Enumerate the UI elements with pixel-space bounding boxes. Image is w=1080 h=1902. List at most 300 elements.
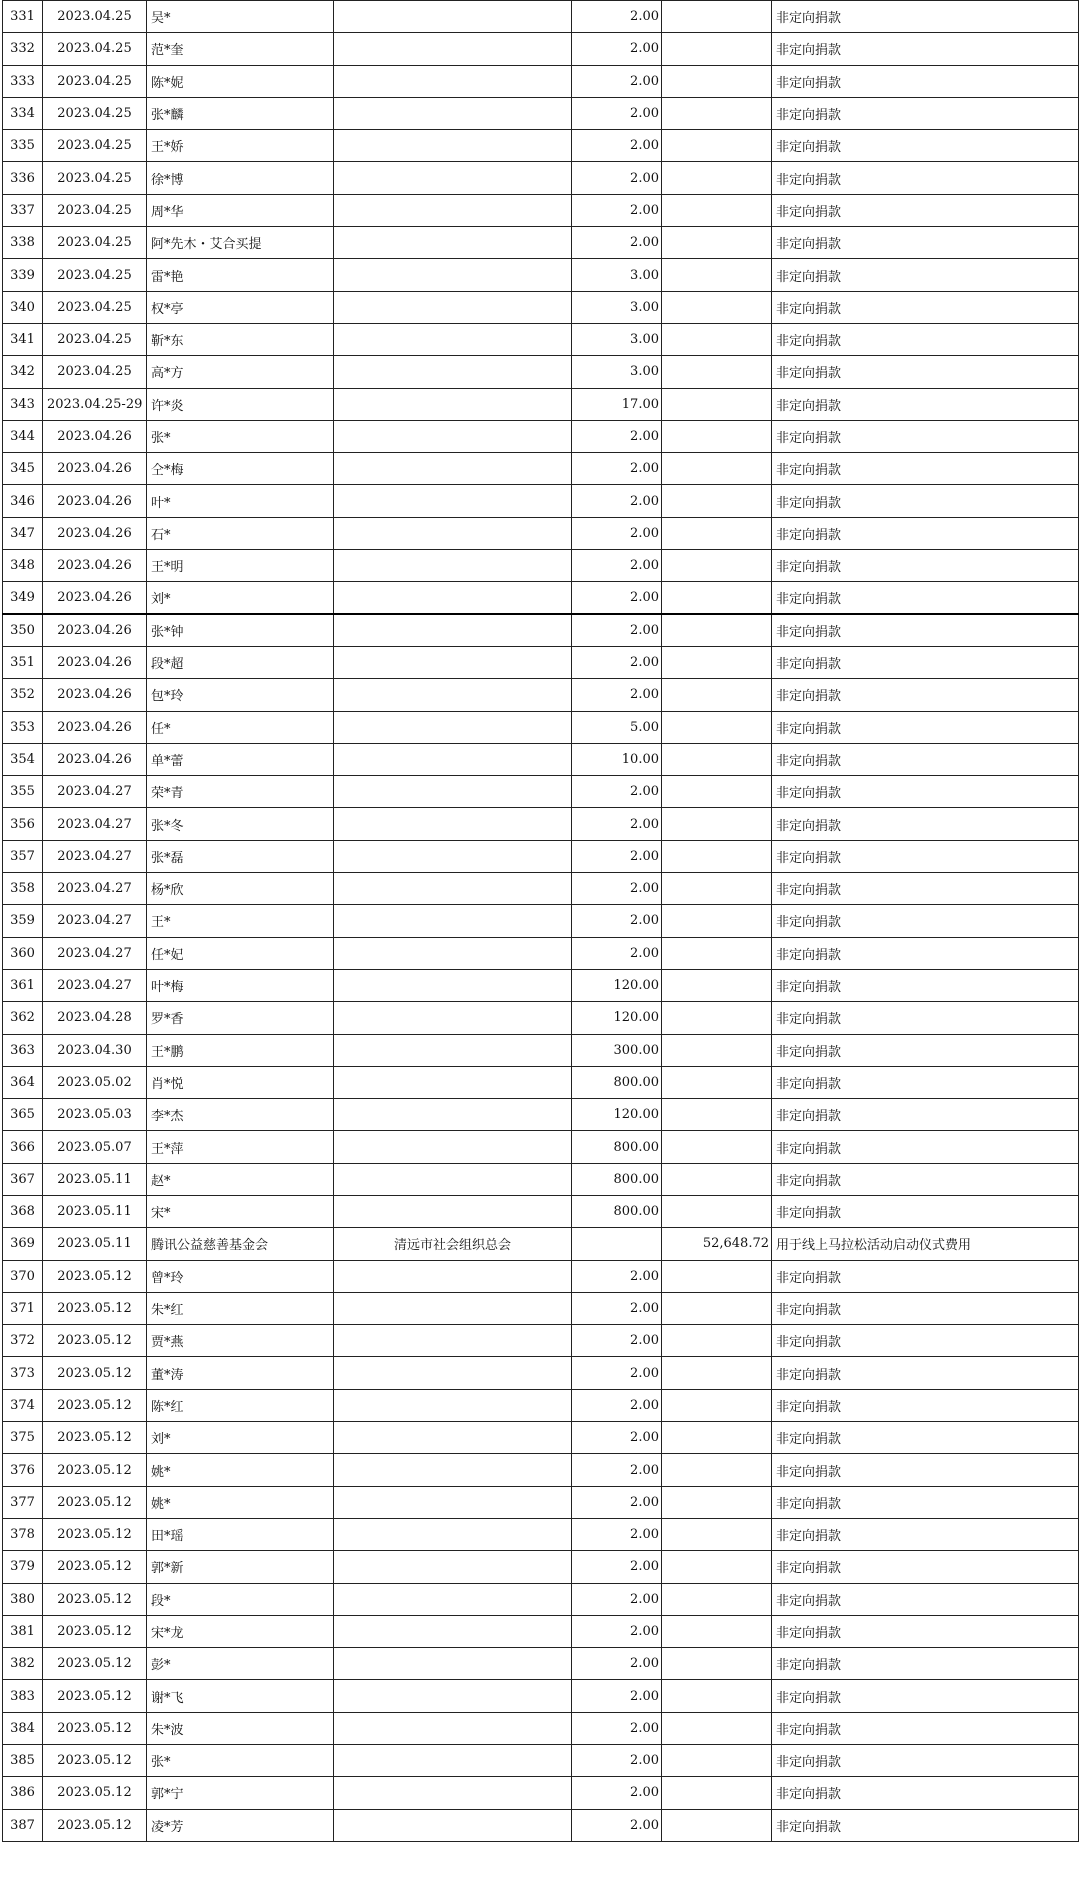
recipient-name bbox=[334, 614, 572, 646]
donor-name: 姚* bbox=[147, 1454, 334, 1486]
purpose: 非定向捐款 bbox=[772, 517, 1079, 549]
amount-secondary bbox=[662, 323, 772, 355]
amount: 2.00 bbox=[572, 1292, 662, 1324]
amount-secondary bbox=[662, 873, 772, 905]
amount-secondary: 52,648.72 bbox=[662, 1228, 772, 1260]
amount-secondary bbox=[662, 969, 772, 1001]
row-number: 381 bbox=[3, 1615, 43, 1647]
donation-date: 2023.05.11 bbox=[43, 1163, 147, 1195]
purpose: 非定向捐款 bbox=[772, 1809, 1079, 1841]
amount-secondary bbox=[662, 485, 772, 517]
amount: 2.00 bbox=[572, 130, 662, 162]
table-row bbox=[3, 614, 1079, 646]
amount: 2.00 bbox=[572, 1551, 662, 1583]
table-row bbox=[3, 1002, 1079, 1034]
table-row bbox=[3, 1518, 1079, 1550]
amount-secondary bbox=[662, 614, 772, 646]
recipient-name bbox=[334, 1325, 572, 1357]
table-row bbox=[3, 1583, 1079, 1615]
row-number: 368 bbox=[3, 1195, 43, 1227]
amount-secondary bbox=[662, 679, 772, 711]
table-row bbox=[3, 905, 1079, 937]
donor-name: 王* bbox=[147, 905, 334, 937]
row-number: 356 bbox=[3, 808, 43, 840]
donor-name: 张* bbox=[147, 1745, 334, 1777]
row-number: 348 bbox=[3, 550, 43, 582]
donation-date: 2023.05.12 bbox=[43, 1583, 147, 1615]
amount-secondary bbox=[662, 1389, 772, 1421]
donor-name: 王*明 bbox=[147, 550, 334, 582]
table-row bbox=[3, 1099, 1079, 1131]
amount: 2.00 bbox=[572, 1648, 662, 1680]
amount-secondary bbox=[662, 711, 772, 743]
table-row bbox=[3, 1163, 1079, 1195]
amount-secondary bbox=[662, 1518, 772, 1550]
donor-name: 张*磊 bbox=[147, 840, 334, 872]
donation-date: 2023.04.27 bbox=[43, 776, 147, 808]
recipient-name bbox=[334, 65, 572, 97]
amount-secondary bbox=[662, 1260, 772, 1292]
amount: 2.00 bbox=[572, 614, 662, 646]
amount-secondary bbox=[662, 1422, 772, 1454]
recipient-name bbox=[334, 33, 572, 65]
purpose: 非定向捐款 bbox=[772, 1648, 1079, 1680]
recipient-name bbox=[334, 905, 572, 937]
recipient-name bbox=[334, 1260, 572, 1292]
donation-date: 2023.05.12 bbox=[43, 1422, 147, 1454]
amount: 2.00 bbox=[572, 33, 662, 65]
recipient-name bbox=[334, 1292, 572, 1324]
donation-date: 2023.04.26 bbox=[43, 614, 147, 646]
donor-name: 靳*东 bbox=[147, 323, 334, 355]
row-number: 363 bbox=[3, 1034, 43, 1066]
donation-date: 2023.04.26 bbox=[43, 550, 147, 582]
row-number: 331 bbox=[3, 1, 43, 33]
donation-date: 2023.04.25 bbox=[43, 162, 147, 194]
table-row bbox=[3, 259, 1079, 291]
recipient-name bbox=[334, 1648, 572, 1680]
amount-secondary bbox=[662, 1325, 772, 1357]
recipient-name bbox=[334, 1357, 572, 1389]
recipient-name bbox=[334, 1745, 572, 1777]
recipient-name bbox=[334, 1131, 572, 1163]
amount-secondary bbox=[662, 937, 772, 969]
recipient-name bbox=[334, 1809, 572, 1841]
amount: 3.00 bbox=[572, 323, 662, 355]
row-number: 364 bbox=[3, 1066, 43, 1098]
donation-date: 2023.04.26 bbox=[43, 582, 147, 614]
table-row bbox=[3, 65, 1079, 97]
recipient-name bbox=[334, 1163, 572, 1195]
recipient-name bbox=[334, 1486, 572, 1518]
amount: 2.00 bbox=[572, 873, 662, 905]
amount-secondary bbox=[662, 1583, 772, 1615]
row-number: 365 bbox=[3, 1099, 43, 1131]
amount-secondary bbox=[662, 291, 772, 323]
purpose: 非定向捐款 bbox=[772, 1615, 1079, 1647]
donation-date: 2023.04.26 bbox=[43, 517, 147, 549]
donor-name: 张* bbox=[147, 420, 334, 452]
amount-secondary bbox=[662, 1745, 772, 1777]
table-row bbox=[3, 194, 1079, 226]
table-row bbox=[3, 1389, 1079, 1421]
purpose: 非定向捐款 bbox=[772, 646, 1079, 678]
row-number: 347 bbox=[3, 517, 43, 549]
recipient-name bbox=[334, 420, 572, 452]
row-number: 344 bbox=[3, 420, 43, 452]
donor-name: 腾讯公益慈善基金会 bbox=[147, 1228, 334, 1260]
donor-name: 刘* bbox=[147, 1422, 334, 1454]
row-number: 384 bbox=[3, 1712, 43, 1744]
recipient-name bbox=[334, 485, 572, 517]
row-number: 336 bbox=[3, 162, 43, 194]
purpose: 非定向捐款 bbox=[772, 1680, 1079, 1712]
row-number: 370 bbox=[3, 1260, 43, 1292]
amount: 2.00 bbox=[572, 1518, 662, 1550]
amount: 2.00 bbox=[572, 194, 662, 226]
recipient-name bbox=[334, 1422, 572, 1454]
row-number: 373 bbox=[3, 1357, 43, 1389]
amount: 2.00 bbox=[572, 1422, 662, 1454]
donation-date: 2023.04.26 bbox=[43, 646, 147, 678]
purpose: 非定向捐款 bbox=[772, 1777, 1079, 1809]
donation-date: 2023.04.25 bbox=[43, 323, 147, 355]
donor-name: 王*鹏 bbox=[147, 1034, 334, 1066]
amount: 2.00 bbox=[572, 420, 662, 452]
table-row bbox=[3, 1131, 1079, 1163]
table-row bbox=[3, 1357, 1079, 1389]
table-row bbox=[3, 1325, 1079, 1357]
purpose: 非定向捐款 bbox=[772, 356, 1079, 388]
amount-secondary bbox=[662, 1163, 772, 1195]
donation-date: 2023.05.12 bbox=[43, 1809, 147, 1841]
amount-secondary bbox=[662, 33, 772, 65]
amount-secondary bbox=[662, 550, 772, 582]
amount-secondary bbox=[662, 517, 772, 549]
recipient-name bbox=[334, 969, 572, 1001]
purpose: 非定向捐款 bbox=[772, 808, 1079, 840]
purpose: 非定向捐款 bbox=[772, 873, 1079, 905]
donation-date: 2023.04.27 bbox=[43, 840, 147, 872]
amount: 2.00 bbox=[572, 1745, 662, 1777]
donor-name: 宋*龙 bbox=[147, 1615, 334, 1647]
table-row bbox=[3, 388, 1079, 420]
row-number: 352 bbox=[3, 679, 43, 711]
amount-secondary bbox=[662, 646, 772, 678]
donation-date: 2023.04.27 bbox=[43, 873, 147, 905]
amount-secondary bbox=[662, 194, 772, 226]
purpose: 非定向捐款 bbox=[772, 743, 1079, 775]
amount: 2.00 bbox=[572, 227, 662, 259]
table-row bbox=[3, 937, 1079, 969]
donation-date: 2023.04.25 bbox=[43, 356, 147, 388]
row-number: 361 bbox=[3, 969, 43, 1001]
recipient-name bbox=[334, 711, 572, 743]
purpose: 非定向捐款 bbox=[772, 969, 1079, 1001]
donation-date: 2023.04.27 bbox=[43, 905, 147, 937]
recipient-name bbox=[334, 130, 572, 162]
donation-date: 2023.04.26 bbox=[43, 485, 147, 517]
donor-name: 张*钟 bbox=[147, 614, 334, 646]
table-row bbox=[3, 679, 1079, 711]
amount-secondary bbox=[662, 1292, 772, 1324]
row-number: 355 bbox=[3, 776, 43, 808]
amount-secondary bbox=[662, 130, 772, 162]
amount: 3.00 bbox=[572, 291, 662, 323]
table-row bbox=[3, 1712, 1079, 1744]
donation-date: 2023.04.25 bbox=[43, 1, 147, 33]
amount: 2.00 bbox=[572, 1583, 662, 1615]
table-row bbox=[3, 969, 1079, 1001]
donor-name: 陈*妮 bbox=[147, 65, 334, 97]
donation-date: 2023.05.12 bbox=[43, 1260, 147, 1292]
row-number: 366 bbox=[3, 1131, 43, 1163]
donation-date: 2023.04.25 bbox=[43, 291, 147, 323]
donor-name: 田*瑶 bbox=[147, 1518, 334, 1550]
donor-name: 权*亭 bbox=[147, 291, 334, 323]
amount-secondary bbox=[662, 1551, 772, 1583]
row-number: 353 bbox=[3, 711, 43, 743]
donor-name: 雷*艳 bbox=[147, 259, 334, 291]
donor-name: 肖*悦 bbox=[147, 1066, 334, 1098]
purpose: 非定向捐款 bbox=[772, 227, 1079, 259]
row-number: 351 bbox=[3, 646, 43, 678]
donation-date: 2023.05.12 bbox=[43, 1745, 147, 1777]
purpose: 非定向捐款 bbox=[772, 1518, 1079, 1550]
donor-name: 高*方 bbox=[147, 356, 334, 388]
amount: 800.00 bbox=[572, 1131, 662, 1163]
purpose: 非定向捐款 bbox=[772, 420, 1079, 452]
donation-date: 2023.04.25 bbox=[43, 227, 147, 259]
donor-name: 许*炎 bbox=[147, 388, 334, 420]
amount-secondary bbox=[662, 1, 772, 33]
purpose: 非定向捐款 bbox=[772, 1745, 1079, 1777]
amount-secondary bbox=[662, 1680, 772, 1712]
recipient-name bbox=[334, 550, 572, 582]
recipient-name bbox=[334, 1195, 572, 1227]
row-number: 378 bbox=[3, 1518, 43, 1550]
donation-date: 2023.04.27 bbox=[43, 937, 147, 969]
donation-date: 2023.05.12 bbox=[43, 1518, 147, 1550]
recipient-name bbox=[334, 259, 572, 291]
recipient-name bbox=[334, 646, 572, 678]
donor-name: 叶*梅 bbox=[147, 969, 334, 1001]
donor-name: 范*奎 bbox=[147, 33, 334, 65]
donation-date: 2023.04.26 bbox=[43, 453, 147, 485]
recipient-name bbox=[334, 1583, 572, 1615]
purpose: 非定向捐款 bbox=[772, 905, 1079, 937]
table-row bbox=[3, 1809, 1079, 1841]
recipient-name bbox=[334, 937, 572, 969]
donor-name: 贾*燕 bbox=[147, 1325, 334, 1357]
donor-name: 凌*芳 bbox=[147, 1809, 334, 1841]
row-number: 377 bbox=[3, 1486, 43, 1518]
purpose: 非定向捐款 bbox=[772, 582, 1079, 614]
amount-secondary bbox=[662, 1195, 772, 1227]
donation-date: 2023.04.27 bbox=[43, 969, 147, 1001]
donation-date: 2023.05.12 bbox=[43, 1680, 147, 1712]
amount-secondary bbox=[662, 1099, 772, 1131]
purpose: 非定向捐款 bbox=[772, 1712, 1079, 1744]
donation-date: 2023.04.25 bbox=[43, 33, 147, 65]
recipient-name bbox=[334, 227, 572, 259]
table-row bbox=[3, 291, 1079, 323]
donor-name: 彭* bbox=[147, 1648, 334, 1680]
row-number: 349 bbox=[3, 582, 43, 614]
donation-date: 2023.04.25 bbox=[43, 97, 147, 129]
recipient-name bbox=[334, 808, 572, 840]
donor-name: 张*冬 bbox=[147, 808, 334, 840]
purpose: 非定向捐款 bbox=[772, 162, 1079, 194]
donation-date: 2023.05.12 bbox=[43, 1551, 147, 1583]
donor-name: 荣*青 bbox=[147, 776, 334, 808]
purpose: 非定向捐款 bbox=[772, 614, 1079, 646]
purpose: 非定向捐款 bbox=[772, 1, 1079, 33]
purpose: 用于线上马拉松活动启动仪式费用 bbox=[772, 1228, 1079, 1260]
donation-date: 2023.04.27 bbox=[43, 808, 147, 840]
table-row bbox=[3, 1615, 1079, 1647]
purpose: 非定向捐款 bbox=[772, 97, 1079, 129]
row-number: 359 bbox=[3, 905, 43, 937]
table-row bbox=[3, 1777, 1079, 1809]
purpose: 非定向捐款 bbox=[772, 130, 1079, 162]
table-row bbox=[3, 485, 1079, 517]
row-number: 371 bbox=[3, 1292, 43, 1324]
amount: 3.00 bbox=[572, 356, 662, 388]
donor-name: 石* bbox=[147, 517, 334, 549]
amount-secondary bbox=[662, 356, 772, 388]
row-number: 358 bbox=[3, 873, 43, 905]
amount: 800.00 bbox=[572, 1066, 662, 1098]
table-row bbox=[3, 1034, 1079, 1066]
donor-name: 李*杰 bbox=[147, 1099, 334, 1131]
amount: 2.00 bbox=[572, 1615, 662, 1647]
recipient-name bbox=[334, 1389, 572, 1421]
donor-name: 任*妃 bbox=[147, 937, 334, 969]
recipient-name bbox=[334, 1551, 572, 1583]
row-number: 380 bbox=[3, 1583, 43, 1615]
purpose: 非定向捐款 bbox=[772, 1066, 1079, 1098]
purpose: 非定向捐款 bbox=[772, 1292, 1079, 1324]
row-number: 374 bbox=[3, 1389, 43, 1421]
recipient-name bbox=[334, 453, 572, 485]
table-row bbox=[3, 1454, 1079, 1486]
amount-secondary bbox=[662, 743, 772, 775]
purpose: 非定向捐款 bbox=[772, 1260, 1079, 1292]
donor-name: 宋* bbox=[147, 1195, 334, 1227]
amount: 2.00 bbox=[572, 550, 662, 582]
donation-date: 2023.05.11 bbox=[43, 1228, 147, 1260]
amount-secondary bbox=[662, 1357, 772, 1389]
amount-secondary bbox=[662, 808, 772, 840]
row-number: 346 bbox=[3, 485, 43, 517]
row-number: 360 bbox=[3, 937, 43, 969]
purpose: 非定向捐款 bbox=[772, 1099, 1079, 1131]
amount-secondary bbox=[662, 453, 772, 485]
recipient-name bbox=[334, 1712, 572, 1744]
amount: 120.00 bbox=[572, 969, 662, 1001]
amount: 2.00 bbox=[572, 1389, 662, 1421]
row-number: 332 bbox=[3, 33, 43, 65]
recipient-name bbox=[334, 1518, 572, 1550]
donation-date: 2023.04.30 bbox=[43, 1034, 147, 1066]
purpose: 非定向捐款 bbox=[772, 1357, 1079, 1389]
recipient-name bbox=[334, 388, 572, 420]
donor-name: 谢*飞 bbox=[147, 1680, 334, 1712]
row-number: 341 bbox=[3, 323, 43, 355]
amount: 2.00 bbox=[572, 453, 662, 485]
amount: 2.00 bbox=[572, 808, 662, 840]
row-number: 386 bbox=[3, 1777, 43, 1809]
purpose: 非定向捐款 bbox=[772, 1163, 1079, 1195]
donation-date: 2023.05.12 bbox=[43, 1292, 147, 1324]
purpose: 非定向捐款 bbox=[772, 1551, 1079, 1583]
donation-date: 2023.04.28 bbox=[43, 1002, 147, 1034]
donor-name: 郭*宁 bbox=[147, 1777, 334, 1809]
amount-secondary bbox=[662, 388, 772, 420]
amount: 2.00 bbox=[572, 1486, 662, 1518]
donation-date: 2023.04.25 bbox=[43, 65, 147, 97]
donation-date: 2023.04.25 bbox=[43, 194, 147, 226]
amount-secondary bbox=[662, 97, 772, 129]
amount-secondary bbox=[662, 776, 772, 808]
table-row bbox=[3, 743, 1079, 775]
donor-name: 阿*先木・艾合买提 bbox=[147, 227, 334, 259]
donor-name: 包*玲 bbox=[147, 679, 334, 711]
amount: 2.00 bbox=[572, 905, 662, 937]
donor-name: 赵* bbox=[147, 1163, 334, 1195]
table-row bbox=[3, 420, 1079, 452]
donation-date: 2023.05.12 bbox=[43, 1712, 147, 1744]
recipient-name bbox=[334, 1777, 572, 1809]
donor-name: 董*涛 bbox=[147, 1357, 334, 1389]
purpose: 非定向捐款 bbox=[772, 1131, 1079, 1163]
recipient-name bbox=[334, 840, 572, 872]
recipient-name bbox=[334, 97, 572, 129]
row-number: 333 bbox=[3, 65, 43, 97]
purpose: 非定向捐款 bbox=[772, 1325, 1079, 1357]
amount: 120.00 bbox=[572, 1002, 662, 1034]
recipient-name bbox=[334, 291, 572, 323]
recipient-name bbox=[334, 1034, 572, 1066]
table-row bbox=[3, 808, 1079, 840]
donor-name: 郭*新 bbox=[147, 1551, 334, 1583]
purpose: 非定向捐款 bbox=[772, 1583, 1079, 1615]
donor-name: 朱*波 bbox=[147, 1712, 334, 1744]
ledger-body bbox=[3, 1, 1079, 1842]
donor-name: 叶* bbox=[147, 485, 334, 517]
amount: 2.00 bbox=[572, 1777, 662, 1809]
purpose: 非定向捐款 bbox=[772, 840, 1079, 872]
row-number: 339 bbox=[3, 259, 43, 291]
recipient-name bbox=[334, 323, 572, 355]
purpose: 非定向捐款 bbox=[772, 1034, 1079, 1066]
table-row bbox=[3, 840, 1079, 872]
recipient-name bbox=[334, 194, 572, 226]
donation-date: 2023.05.12 bbox=[43, 1777, 147, 1809]
amount: 2.00 bbox=[572, 162, 662, 194]
donor-name: 徐*博 bbox=[147, 162, 334, 194]
donation-date: 2023.04.25-29 bbox=[43, 388, 147, 420]
purpose: 非定向捐款 bbox=[772, 323, 1079, 355]
amount: 2.00 bbox=[572, 1680, 662, 1712]
amount-secondary bbox=[662, 1002, 772, 1034]
purpose: 非定向捐款 bbox=[772, 485, 1079, 517]
amount-secondary bbox=[662, 227, 772, 259]
amount-secondary bbox=[662, 582, 772, 614]
table-row bbox=[3, 873, 1079, 905]
amount: 2.00 bbox=[572, 485, 662, 517]
